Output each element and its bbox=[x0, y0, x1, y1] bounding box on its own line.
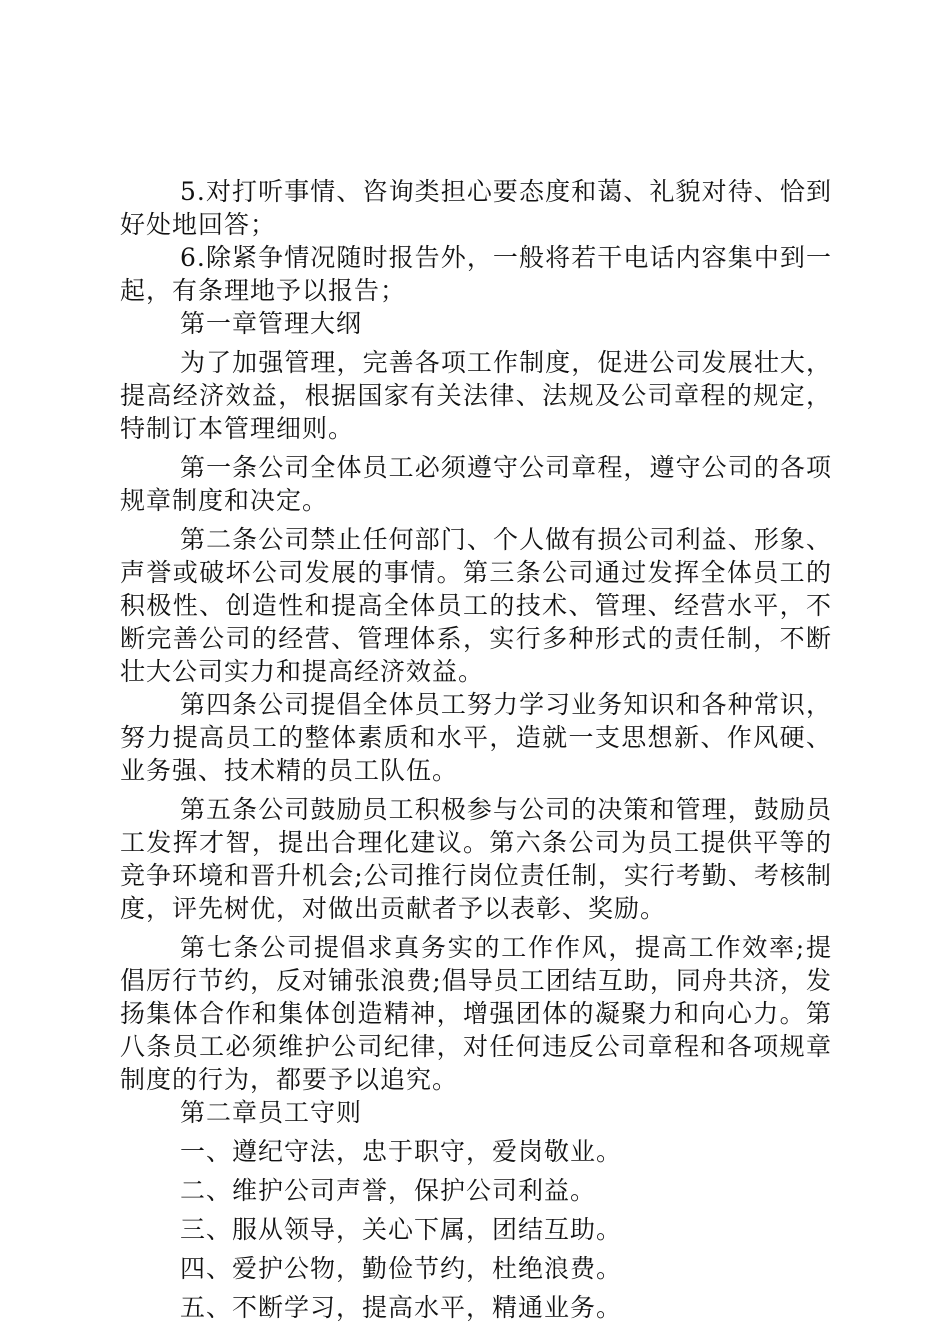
paragraph-item-6: 6.除紧争情况随时报告外，一般将若干电话内容集中到一起，有条理地予以报告； bbox=[120, 243, 832, 305]
document-body bbox=[120, 175, 832, 1324]
rule-item-1: 一、遵纪守法，忠于职守，爱岗敬业。 bbox=[180, 1137, 623, 1166]
paragraph-article-1: 第一条公司全体员工必须遵守公司章程，遵守公司的各项规章制度和决定。 bbox=[120, 453, 832, 515]
rule-item-2: 二、维护公司声誉，保护公司利益。 bbox=[180, 1176, 597, 1205]
paragraph-item-5: 5.对打听事情、咨询类担心要态度和蔼、礼貌对待、恰到好处地回答； bbox=[120, 177, 832, 239]
paragraph-article-4: 第四条公司提倡全体员工努力学习业务知识和各种常识，努力提高员工的整体素质和水平，造就一支思想新、作风硬、业务强、技术精的员工队伍。 bbox=[120, 690, 832, 785]
paragraph-article-5-6: 第五条公司鼓励员工积极参与公司的决策和管理，鼓励员工发挥才智，提出合理化建议。第六条公司为员工提供平等的竞争环境和晋升机会;公司推行岗位责任制，实行考勤、考核制度，评先树优，对做出贡献者予以表彰、奖励。 bbox=[120, 795, 832, 923]
paragraph-article-7-8: 第七条公司提倡求真务实的工作作风，提高工作效率;提倡厉行节约，反对铺张浪费;倡导员工团结互助，同舟共济，发扬集体合作和集体创造精神，增强团体的凝聚力和向心力。第八条员工必须维护公司纪律，对任何违反公司章程和各项规章制度的行为，都要予以追究。 bbox=[120, 933, 832, 1094]
chapter-heading-1: 第一章管理大纲 bbox=[180, 309, 363, 338]
chapter-heading-2: 第二章员工守则 bbox=[180, 1098, 363, 1127]
rule-item-5: 五、不断学习，提高水平，精通业务。 bbox=[180, 1293, 623, 1322]
paragraph-article-2-3: 第二条公司禁止任何部门、个人做有损公司利益、形象、声誉或破坏公司发展的事情。第三条公司通过发挥全体员工的积极性、创造性和提高全体员工的技术、管理、经营水平，不断完善公司的经营、管理体系，实行多种形式的责任制，不断壮大公司实力和提高经济效益。 bbox=[120, 525, 832, 686]
paragraph-preamble: 为了加强管理，完善各项工作制度，促进公司发展壮大，提高经济效益，根据国家有关法律、法规及公司章程的规定，特制订本管理细则。 bbox=[120, 348, 832, 443]
rule-item-4: 四、爱护公物，勤俭节约，杜绝浪费。 bbox=[180, 1254, 623, 1283]
rule-item-3: 三、服从领导，关心下属，团结互助。 bbox=[180, 1215, 623, 1244]
